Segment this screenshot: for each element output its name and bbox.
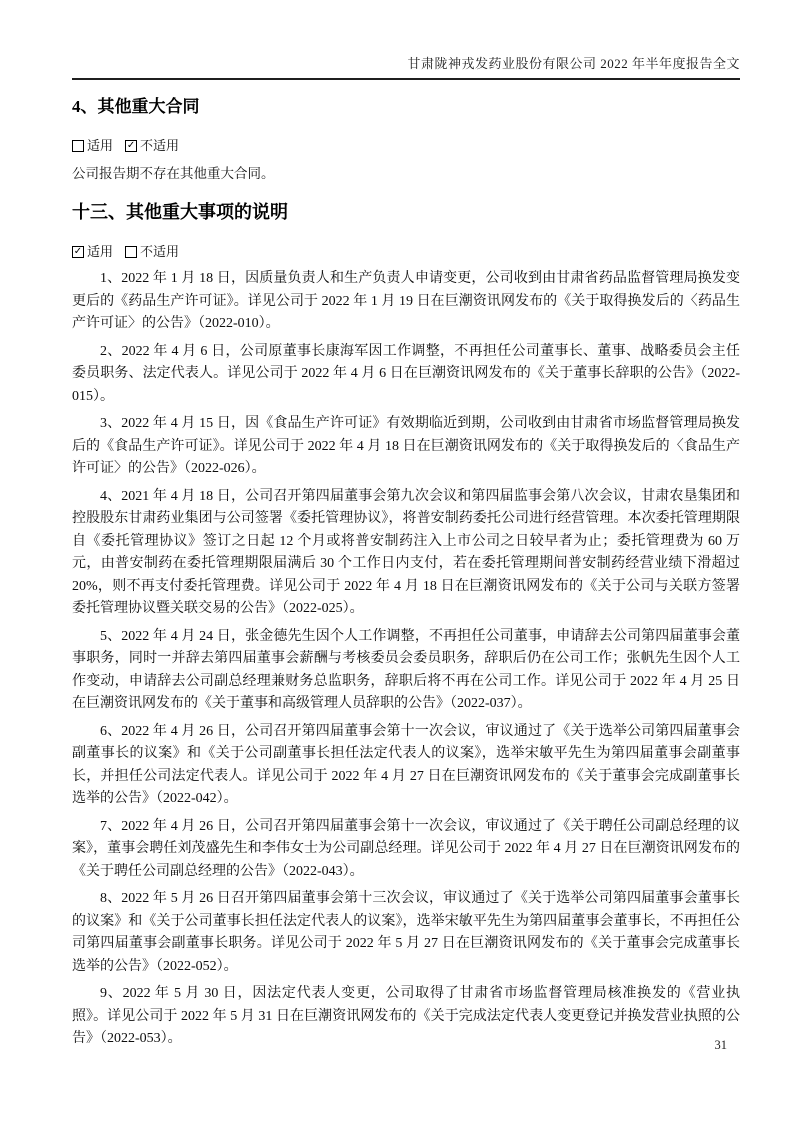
contracts-applicable-option — [72, 138, 113, 154]
header-divider — [72, 78, 740, 80]
matters-paragraph-9: 9、2022 年 5 月 30 日，因法定代表人变更，公司取得了甘肃省市场监督管理局核准换发的《营业执照》。详见公司于 2022 年 5 月 31 日在巨潮资讯网发布的《关于完成法定代表人变更登记并换发营业执照的公告》（2022-053）。 — [72, 986, 740, 1046]
matters-applicable-option — [72, 244, 113, 260]
matters-paragraph-8: 8、2022 年 5 月 26 日召开第四届董事会第十三次会议，审议通过了《关于选举公司第四届董事会董事长的议案》和《关于公司董事长担任法定代表人的议案》，选举宋敏平先生为第四届董事会董事长，不再担任公司第四届董事会副董事长职务。详见公司于 2022 年 5 月 27 日在巨潮资讯网发布的《关于董事会完成董事长选举的公告》（2022-052）。 — [72, 891, 740, 974]
matters-not-applicable-option — [125, 244, 179, 260]
report-header-title: 甘肃陇神戎发药业股份有限公司 2022 年半年度报告全文 — [407, 56, 740, 71]
matters-paragraph-5: 5、2022 年 4 月 24 日，张金德先生因个人工作调整，不再担任公司董事，申请辞去公司第四届董事会董事职务，同时一并辞去第四届董事会薪酬与考核委员会委员职务，辞职后仍在公司工作；张帆先生因个人工作变动，申请辞去公司副总经理兼财务总监职务，辞职后将不再在公司工作。详见公司于 2022 年 4 月 25 日在巨潮资讯网发布的《关于董事和高级管理人员辞职的公告》（2022-037）。 — [72, 628, 740, 711]
checkbox-label-applicable: 适用 — [87, 138, 114, 153]
checkbox-checked-icon: ✓ — [73, 246, 83, 257]
checkbox-unchecked-icon — [72, 140, 84, 152]
section-heading-other-contracts: 4、其他重大合同 — [72, 97, 200, 116]
matters-paragraph-4: 4、2021 年 4 月 18 日，公司召开第四届董事会第九次会议和第四届监事会第八次会议，甘肃农垦集团和控股股东甘肃药业集团与公司签署《委托管理协议》，将普安制药委托公司进行经营管理。本次委托管理期限自《委托管理协议》签订之日起 12 个月或将普安制药注入上市公司之日较早者为止；委托管理费为 60 万元，由普安制药在委托管理期限届满后 30 个工作日内支付，若在委托管理期间普安制药经营业绩下滑超过 20%，则不再支付委托管理费。详见公司于 2022 年 4 月 18 日在巨潮资讯网发布的《关于公司与关联方签署委托管理协议暨关联交易的公告》（2022-025）。 — [72, 488, 740, 616]
checkbox-label-applicable: 适用 — [87, 244, 114, 259]
contracts-statement: 公司报告期不存在其他重大合同。 — [72, 166, 275, 181]
matters-paragraph-3: 3、2022 年 4 月 15 日，因《食品生产许可证》有效期临近到期，公司收到由甘肃省市场监督管理局换发后的《食品生产许可证》。详见公司于 2022 年 4 月 18 日在巨潮资讯网发布的《关于取得换发后的〈食品生产许可证〉的公告》（2022-026）。 — [72, 416, 740, 476]
checkbox-label-not-applicable: 不适用 — [140, 244, 180, 259]
matters-paragraph-6: 6、2022 年 4 月 26 日，公司召开第四届董事会第十一次会议，审议通过了《关于选举公司第四届董事会副董事长的议案》和《关于公司副董事长担任法定代表人的议案》，选举宋敏平先生为第四届董事会副董事长，并担任公司法定代表人。详见公司于 2022 年 4 月 27 日在巨潮资讯网发布的《关于董事会完成副董事长选举的公告》（2022-042）。 — [72, 723, 740, 806]
checkbox-unchecked-icon — [125, 246, 137, 258]
matters-paragraph-7: 7、2022 年 4 月 26 日，公司召开第四届董事会第十一次会议，审议通过了《关于聘任公司副总经理的议案》，董事会聘任刘茂盛先生和李伟女士为公司副总经理。详见公司于 2022 年 4 月 27 日在巨潮资讯网发布的《关于聘任公司副总经理的公告》（2022-043）。 — [72, 818, 740, 879]
checkbox-checked-icon: ✓ — [126, 140, 136, 151]
matters-paragraph-2: 2、2022 年 4 月 6 日，公司原董事长康海军因工作调整，不再担任公司董事长、董事、战略委员会主任委员职务、法定代表人。详见公司于 2022 年 4 月 6 日在巨潮资讯网发布的《关于董事长辞职的公告》（2022-015）。 — [72, 343, 740, 404]
matters-paragraph-list — [72, 268, 740, 1051]
matters-paragraph-1: 1、2022 年 1 月 18 日，因质量负责人和生产负责人申请变更，公司收到由甘肃省药品监督管理局换发变更后的《药品生产许可证》。详见公司于 2022 年 1 月 19 日在巨潮资讯网发布的《关于取得换发后的〈药品生产许可证〉的公告》（2022-010）。 — [72, 271, 740, 331]
matters-applicability-row — [72, 244, 740, 260]
section-heading-other-matters: 十三、其他重大事项的说明 — [72, 202, 288, 222]
contracts-applicability-row — [72, 138, 740, 154]
checkbox-label-not-applicable: 不适用 — [140, 138, 180, 153]
contracts-not-applicable-option — [125, 138, 179, 154]
page-number: 31 — [714, 1038, 727, 1052]
